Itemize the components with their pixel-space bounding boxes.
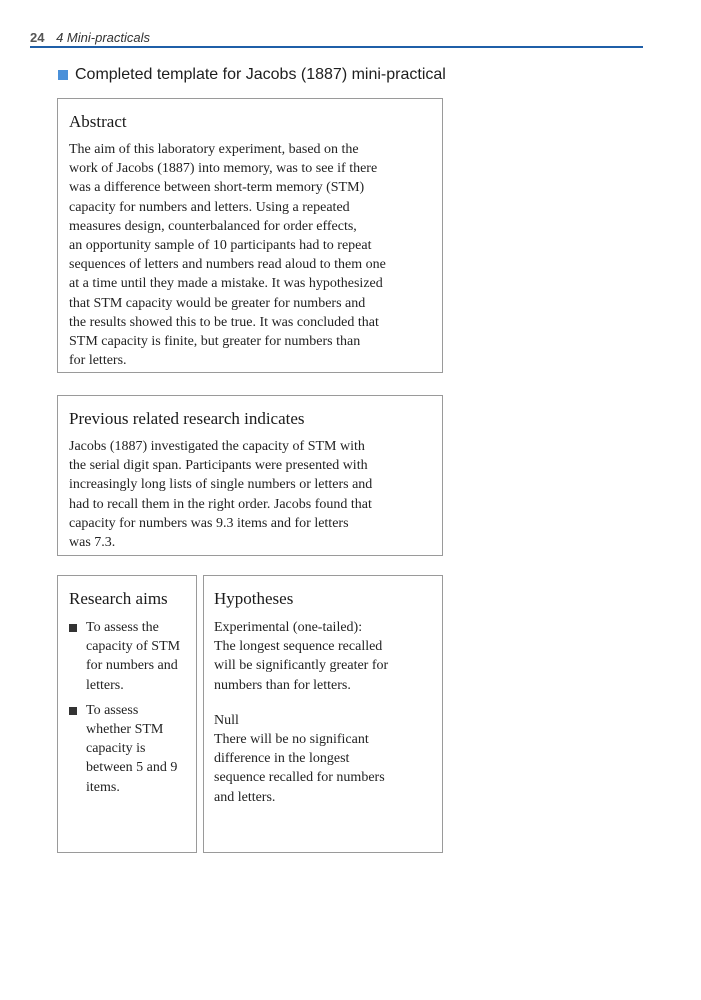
square-bullet-icon [58, 70, 68, 80]
text-line: sequences of letters and numbers read aloud to them one [69, 257, 386, 273]
text-line: that STM capacity would be greater for numbers and [69, 295, 366, 311]
header-rule [30, 46, 643, 48]
text-line: at a time until they made a mistake. It was hypothesized [69, 276, 383, 292]
research-aims-box [57, 575, 197, 853]
text-line: The aim of this laboratory experiment, based on the [69, 142, 359, 157]
hypotheses-box [203, 575, 443, 853]
text-line: the serial digit span. Participants were presented with [69, 458, 368, 474]
text-line: and letters. [214, 789, 276, 805]
text-line: To assess [86, 702, 139, 718]
text-line: capacity is [86, 741, 146, 757]
abstract-heading: Abstract [69, 112, 127, 131]
text-line: capacity for numbers and letters. Using a repeated [69, 199, 350, 215]
spacer [214, 695, 432, 711]
text-line: items. [86, 779, 120, 795]
text-line: for letters. [69, 353, 127, 369]
text-line: was a difference between short-term memory (STM) [69, 180, 365, 196]
text-line: To assess the [86, 620, 159, 635]
square-bullet-icon [69, 624, 77, 632]
text-line: whether STM [86, 722, 164, 738]
chapter-title: 4 Mini-practicals [56, 30, 151, 45]
list-item [69, 701, 188, 797]
text-line: capacity of STM [86, 639, 181, 655]
text-line: had to recall them in the right order. Jacobs found that [69, 496, 372, 512]
text-line: the results showed this to be true. It was concluded that [69, 314, 379, 330]
text-line: will be significantly greater for [214, 658, 389, 674]
aims-list [69, 618, 188, 797]
text-line: measures design, counterbalanced for order effects, [69, 218, 357, 234]
text-line: was 7.3. [69, 535, 116, 551]
text-line: work of Jacobs (1887) into memory, was to see if there [69, 161, 378, 177]
text-line: There will be no significant [214, 732, 369, 748]
text-line: The longest sequence recalled [214, 639, 383, 655]
text-line: increasingly long lists of single numbers or letters and [69, 477, 373, 493]
page-number: 24 [30, 30, 45, 45]
section-title-text: Completed template for Jacobs (1887) mini-practical [75, 66, 446, 83]
text-line: difference in the longest [214, 751, 350, 767]
previous-research-heading: Previous related research indicates [69, 409, 305, 428]
abstract-text [69, 140, 432, 370]
previous-research-box [57, 395, 443, 556]
previous-research-text [69, 437, 432, 552]
list-item [69, 618, 188, 695]
square-bullet-icon [69, 707, 77, 715]
text-line: between 5 and 9 [86, 760, 178, 776]
research-aims-heading: Research aims [69, 589, 168, 608]
null-label: Null [214, 712, 239, 728]
text-line: for numbers and [86, 658, 178, 674]
experimental-label: Experimental (one-tailed): [214, 620, 363, 635]
text-line: STM capacity is finite, but greater for numbers than [69, 334, 361, 350]
text-line: numbers than for letters. [214, 677, 351, 693]
text-line: sequence recalled for numbers [214, 770, 385, 786]
text-line: an opportunity sample of 10 participants had to repeat [69, 238, 372, 254]
abstract-box [57, 98, 443, 373]
text-line: letters. [86, 677, 124, 693]
null-hypothesis [214, 711, 432, 807]
text-line: capacity for numbers was 9.3 items and for letters [69, 515, 349, 531]
hypotheses-heading: Hypotheses [214, 589, 294, 608]
section-title [58, 64, 446, 86]
text-line: Jacobs (1887) investigated the capacity of STM with [69, 439, 365, 454]
experimental-hypothesis [214, 618, 432, 695]
